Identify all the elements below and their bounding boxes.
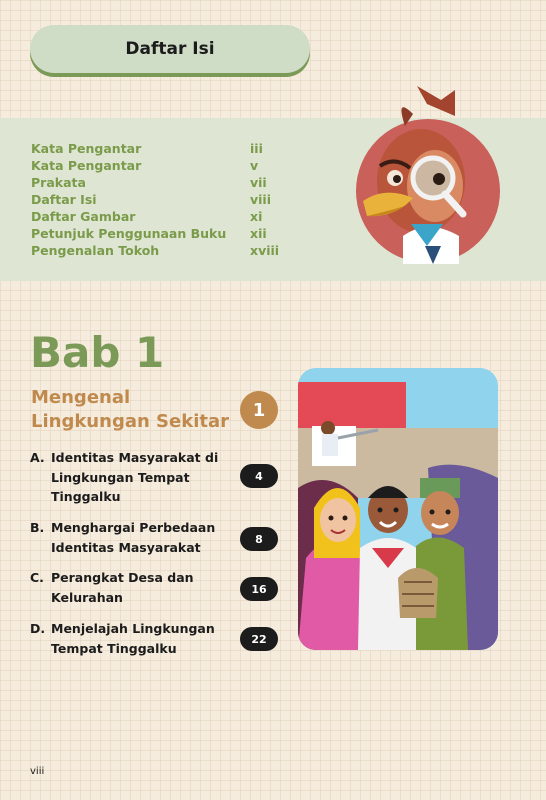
toc-item[interactable]	[31, 208, 291, 225]
toc-item[interactable]	[31, 191, 291, 208]
section-item[interactable]	[30, 518, 240, 557]
page-title: Daftar Isi	[125, 39, 215, 59]
section-title: Menjelajah Lingkungan Tempat Tinggalku	[51, 621, 215, 656]
toc-item-page: iii	[250, 141, 263, 156]
toc-item[interactable]	[31, 157, 291, 174]
section-item[interactable]	[30, 619, 240, 658]
toc-item-label: Kata Pengantar	[31, 141, 142, 156]
chapter-number-badge: 1	[240, 391, 278, 429]
toc-item[interactable]	[31, 174, 291, 191]
toc-item-label: Petunjuk Penggunaan Buku	[31, 226, 227, 241]
page-number: viii	[30, 766, 45, 777]
page-title-pill	[30, 25, 310, 73]
section-page-badge: 4	[240, 464, 278, 488]
toc-item-label: Kata Pengantar	[31, 158, 142, 173]
section-title: Perangkat Desa dan Kelurahan	[51, 570, 194, 605]
section-item[interactable]	[30, 448, 240, 507]
toc-item-page: xi	[250, 209, 263, 224]
section-page-badge: 22	[240, 627, 278, 651]
toc-list	[31, 140, 291, 259]
section-title: Menghargai Perbedaan Identitas Masyarakat	[51, 520, 216, 555]
community-illustration	[298, 368, 498, 650]
toc-item-page: vii	[250, 175, 267, 190]
toc-item-label: Daftar Gambar	[31, 209, 136, 224]
toc-item-label: Pengenalan Tokoh	[31, 243, 160, 258]
chapter-title: Mengenal Lingkungan Sekitar	[31, 387, 229, 432]
section-letter: B.	[30, 520, 45, 535]
toc-item-page: xviii	[250, 243, 280, 258]
section-page-badge: 8	[240, 527, 278, 551]
toc-item[interactable]	[31, 225, 291, 242]
toc-item[interactable]	[31, 242, 291, 259]
toc-item[interactable]	[31, 140, 291, 157]
section-letter: C.	[30, 570, 44, 585]
toc-item-label: Prakata	[31, 175, 86, 190]
toc-item-page: viii	[250, 192, 272, 207]
toc-item-page: v	[250, 158, 259, 173]
bird-mascot-illustration	[355, 86, 501, 264]
section-item[interactable]	[30, 568, 240, 607]
section-letter: D.	[30, 621, 46, 636]
section-page-badge: 16	[240, 577, 278, 601]
section-title: Identitas Masyarakat di Lingkungan Tempat Tinggalku	[51, 450, 219, 504]
toc-item-label: Daftar Isi	[31, 192, 97, 207]
section-letter: A.	[30, 450, 45, 465]
chapter-label: Bab 1	[30, 328, 165, 377]
toc-item-page: xii	[250, 226, 267, 241]
